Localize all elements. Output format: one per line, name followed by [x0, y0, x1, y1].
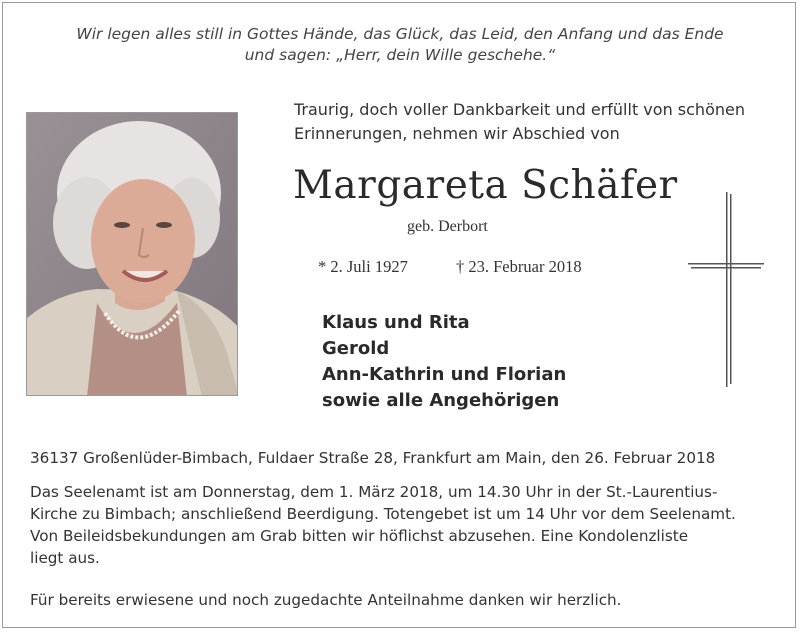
cross-symbol	[688, 192, 768, 397]
thanks-line: Für bereits erwiesene und noch zugedachte Anteilnahme danken wir herzlich.	[30, 591, 622, 609]
address-line: 36137 Großenlüder-Bimbach, Fuldaer Straße 28, Frankfurt am Main, den 26. Februar 2018	[30, 449, 716, 467]
portrait-photo	[26, 112, 238, 396]
mourner-3: Ann-Kathrin und Florian	[322, 364, 567, 385]
service-line-4: liegt aus.	[30, 549, 100, 567]
service-line-3: Von Beileidsbekundungen am Grab bitten wir höflichst abzusehen. Eine Kondolenzliste	[30, 527, 689, 545]
death-date: † 23. Februar 2018	[456, 257, 582, 276]
mourner-4: sowie alle Angehörigen	[322, 390, 560, 411]
motto-line-1: Wir legen alles still in Gottes Hände, das Glück, das Leid, den Anfang und das Ende	[76, 25, 724, 43]
motto-line-2: und sagen: „Herr, dein Wille geschehe.“	[244, 46, 556, 64]
service-line-1: Das Seelenamt ist am Donnerstag, dem 1. März 2018, um 14.30 Uhr in der St.-Laurentius-	[30, 483, 718, 501]
intro-line-1: Traurig, doch voller Dankbarkeit und erfüllt von schönen	[294, 100, 745, 119]
service-line-2: Kirche zu Bimbach; anschließend Beerdigung. Totengebet ist um 14 Uhr vor dem Seelenamt.	[30, 505, 736, 523]
birth-date: * 2. Juli 1927	[318, 257, 408, 276]
deceased-name: Margareta Schäfer	[293, 163, 678, 208]
mourner-2: Gerold	[322, 338, 390, 359]
maiden-name: geb. Derbort	[407, 218, 488, 235]
intro-line-2: Erinnerungen, nehmen wir Abschied von	[294, 124, 620, 143]
mourner-1: Klaus und Rita	[322, 312, 470, 333]
